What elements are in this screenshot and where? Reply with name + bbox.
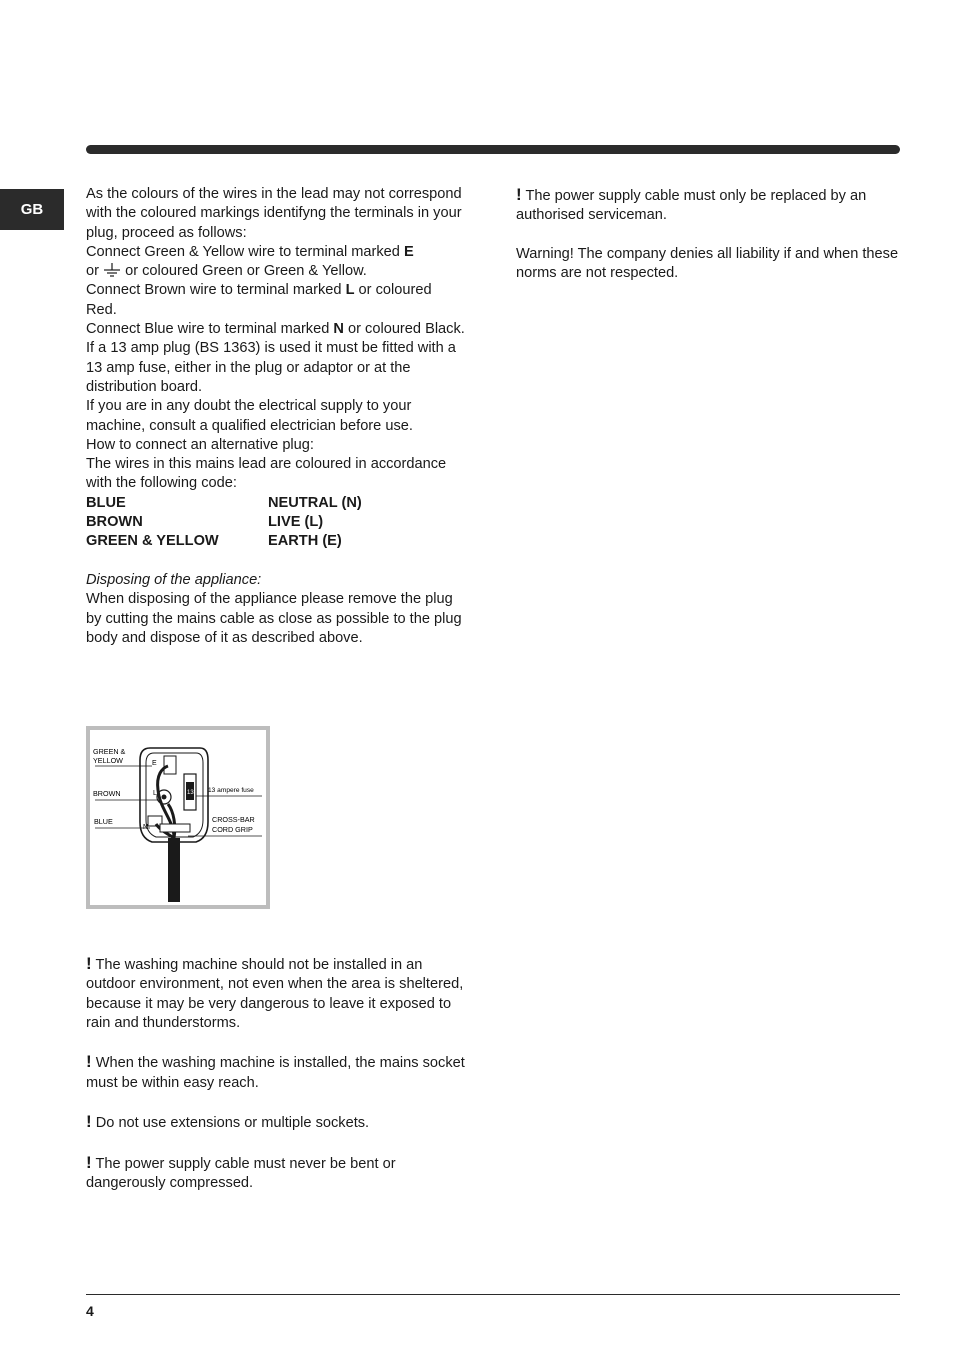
plug-diagram-drawing	[90, 730, 266, 905]
label-fuse: 13 ampere fuse	[208, 787, 254, 794]
code-terminal: NEUTRAL (N)	[268, 494, 362, 511]
label-brown: BROWN	[93, 789, 121, 798]
warning-replace-text: The power supply cable must only be replaced by an authorised serviceman.	[516, 188, 867, 224]
earth-terminal	[164, 756, 176, 774]
code-colour: BROWN	[86, 514, 143, 531]
terminal-e-letter: E	[403, 243, 414, 260]
warning-mark: !	[86, 1112, 92, 1132]
warning-replace	[516, 185, 900, 226]
wire-code-table	[86, 494, 362, 552]
code-colour: GREEN & YELLOW	[86, 533, 219, 550]
code-terminal: EARTH (E)	[268, 533, 342, 550]
warning-extensions	[86, 1112, 466, 1133]
page-number: 4	[86, 1303, 94, 1319]
right-column	[516, 185, 900, 283]
terminal-l-label: L	[153, 790, 157, 797]
code-terminal: LIVE (L)	[268, 514, 324, 531]
brown-pre: Connect Brown wire to terminal marked	[86, 282, 342, 299]
green-yellow-instruction	[86, 243, 466, 282]
terminal-l-letter: L	[345, 282, 355, 299]
blue-instruction	[86, 320, 466, 339]
warning-extensions-text: Do not use extensions or multiple sockets.	[95, 1115, 370, 1132]
warning-cable	[86, 1153, 466, 1194]
live-terminal-screw	[162, 795, 167, 800]
how-to-connect: How to connect an alternative plug:	[86, 436, 314, 453]
warning-outdoor	[86, 954, 466, 1033]
green-yellow-post: or coloured Green or Green & Yellow.	[125, 263, 367, 280]
language-tab: GB	[0, 189, 64, 230]
mains-cable	[168, 838, 180, 902]
terminal-e-label: E	[152, 760, 157, 767]
plug-fuse-line-2: 13 amp fuse, either in the plug or adaptor or at the distribution board.	[86, 359, 411, 395]
label-blue: BLUE	[94, 817, 113, 826]
blue-post: or coloured Black.	[348, 321, 465, 338]
green-yellow-or: or	[86, 263, 99, 280]
brown-instruction	[86, 281, 466, 320]
top-rule	[86, 145, 900, 154]
cord-grip-bar	[160, 824, 190, 832]
fuse-number: 13	[187, 790, 194, 796]
warning-mark: !	[86, 954, 92, 973]
brown-post: or coloured Red.	[86, 282, 432, 318]
plug-wiring-diagram	[86, 726, 270, 909]
bottom-rule	[86, 1294, 900, 1295]
disposing-title: Disposing of the appliance:	[86, 571, 262, 588]
label-green-yellow-2: YELLOW	[93, 756, 123, 765]
label-green-yellow-1: GREEN &	[93, 747, 126, 756]
green-yellow-pre: Connect Green & Yellow wire to terminal marked	[86, 243, 400, 260]
warning-mark: !	[86, 1152, 92, 1172]
warning-socket	[86, 1052, 466, 1093]
disposing-text: When disposing of the appliance please remove the plug by cutting the mains cable as close as possible to the plug body and dispose of it as described above.	[86, 591, 462, 646]
intro-text: As the colours of the wires in the lead may not correspond with the coloured markings identifyng the terminals in your plug, proceed as follows:	[86, 186, 462, 241]
table-row	[86, 494, 362, 513]
wires-code-text: The wires in this mains lead are coloured in accordance with the following code:	[86, 456, 447, 492]
safety-warnings	[86, 954, 466, 1194]
earth-symbol-icon	[103, 263, 121, 277]
warning-socket-text: When the washing machine is installed, the mains socket must be within easy reach.	[86, 1055, 465, 1091]
terminal-n-label: N	[143, 824, 149, 831]
doubt-text: If you are in any doubt the electrical supply to your machine, consult a qualified electrician before use.	[86, 398, 413, 434]
warning-mark: !	[516, 185, 522, 204]
warning-mark: !	[86, 1052, 92, 1072]
terminal-n-letter: N	[333, 321, 344, 338]
table-row	[86, 532, 362, 551]
label-cord-grip-2: CORD GRIP	[212, 825, 253, 834]
warning-cable-text: The power supply cable must never be bent or dangerously compressed.	[86, 1155, 396, 1192]
warning-outdoor-text: The washing machine should not be installed in an outdoor environment, not even when the area is sheltered, because it may be very dangerous to leave it exposed to rain and thunderstorms.	[86, 957, 464, 1031]
left-column	[86, 185, 466, 648]
blue-pre: Connect Blue wire to terminal marked	[86, 321, 330, 338]
code-colour: BLUE	[86, 494, 126, 511]
label-cord-grip-1: CROSS-BAR	[212, 815, 255, 824]
plug-fuse-line-1: If a 13 amp plug (BS 1363) is used it must be fitted with a	[86, 340, 456, 357]
liability-warning: Warning! The company denies all liability if and when these norms are not respected.	[516, 245, 899, 282]
table-row	[86, 513, 362, 532]
